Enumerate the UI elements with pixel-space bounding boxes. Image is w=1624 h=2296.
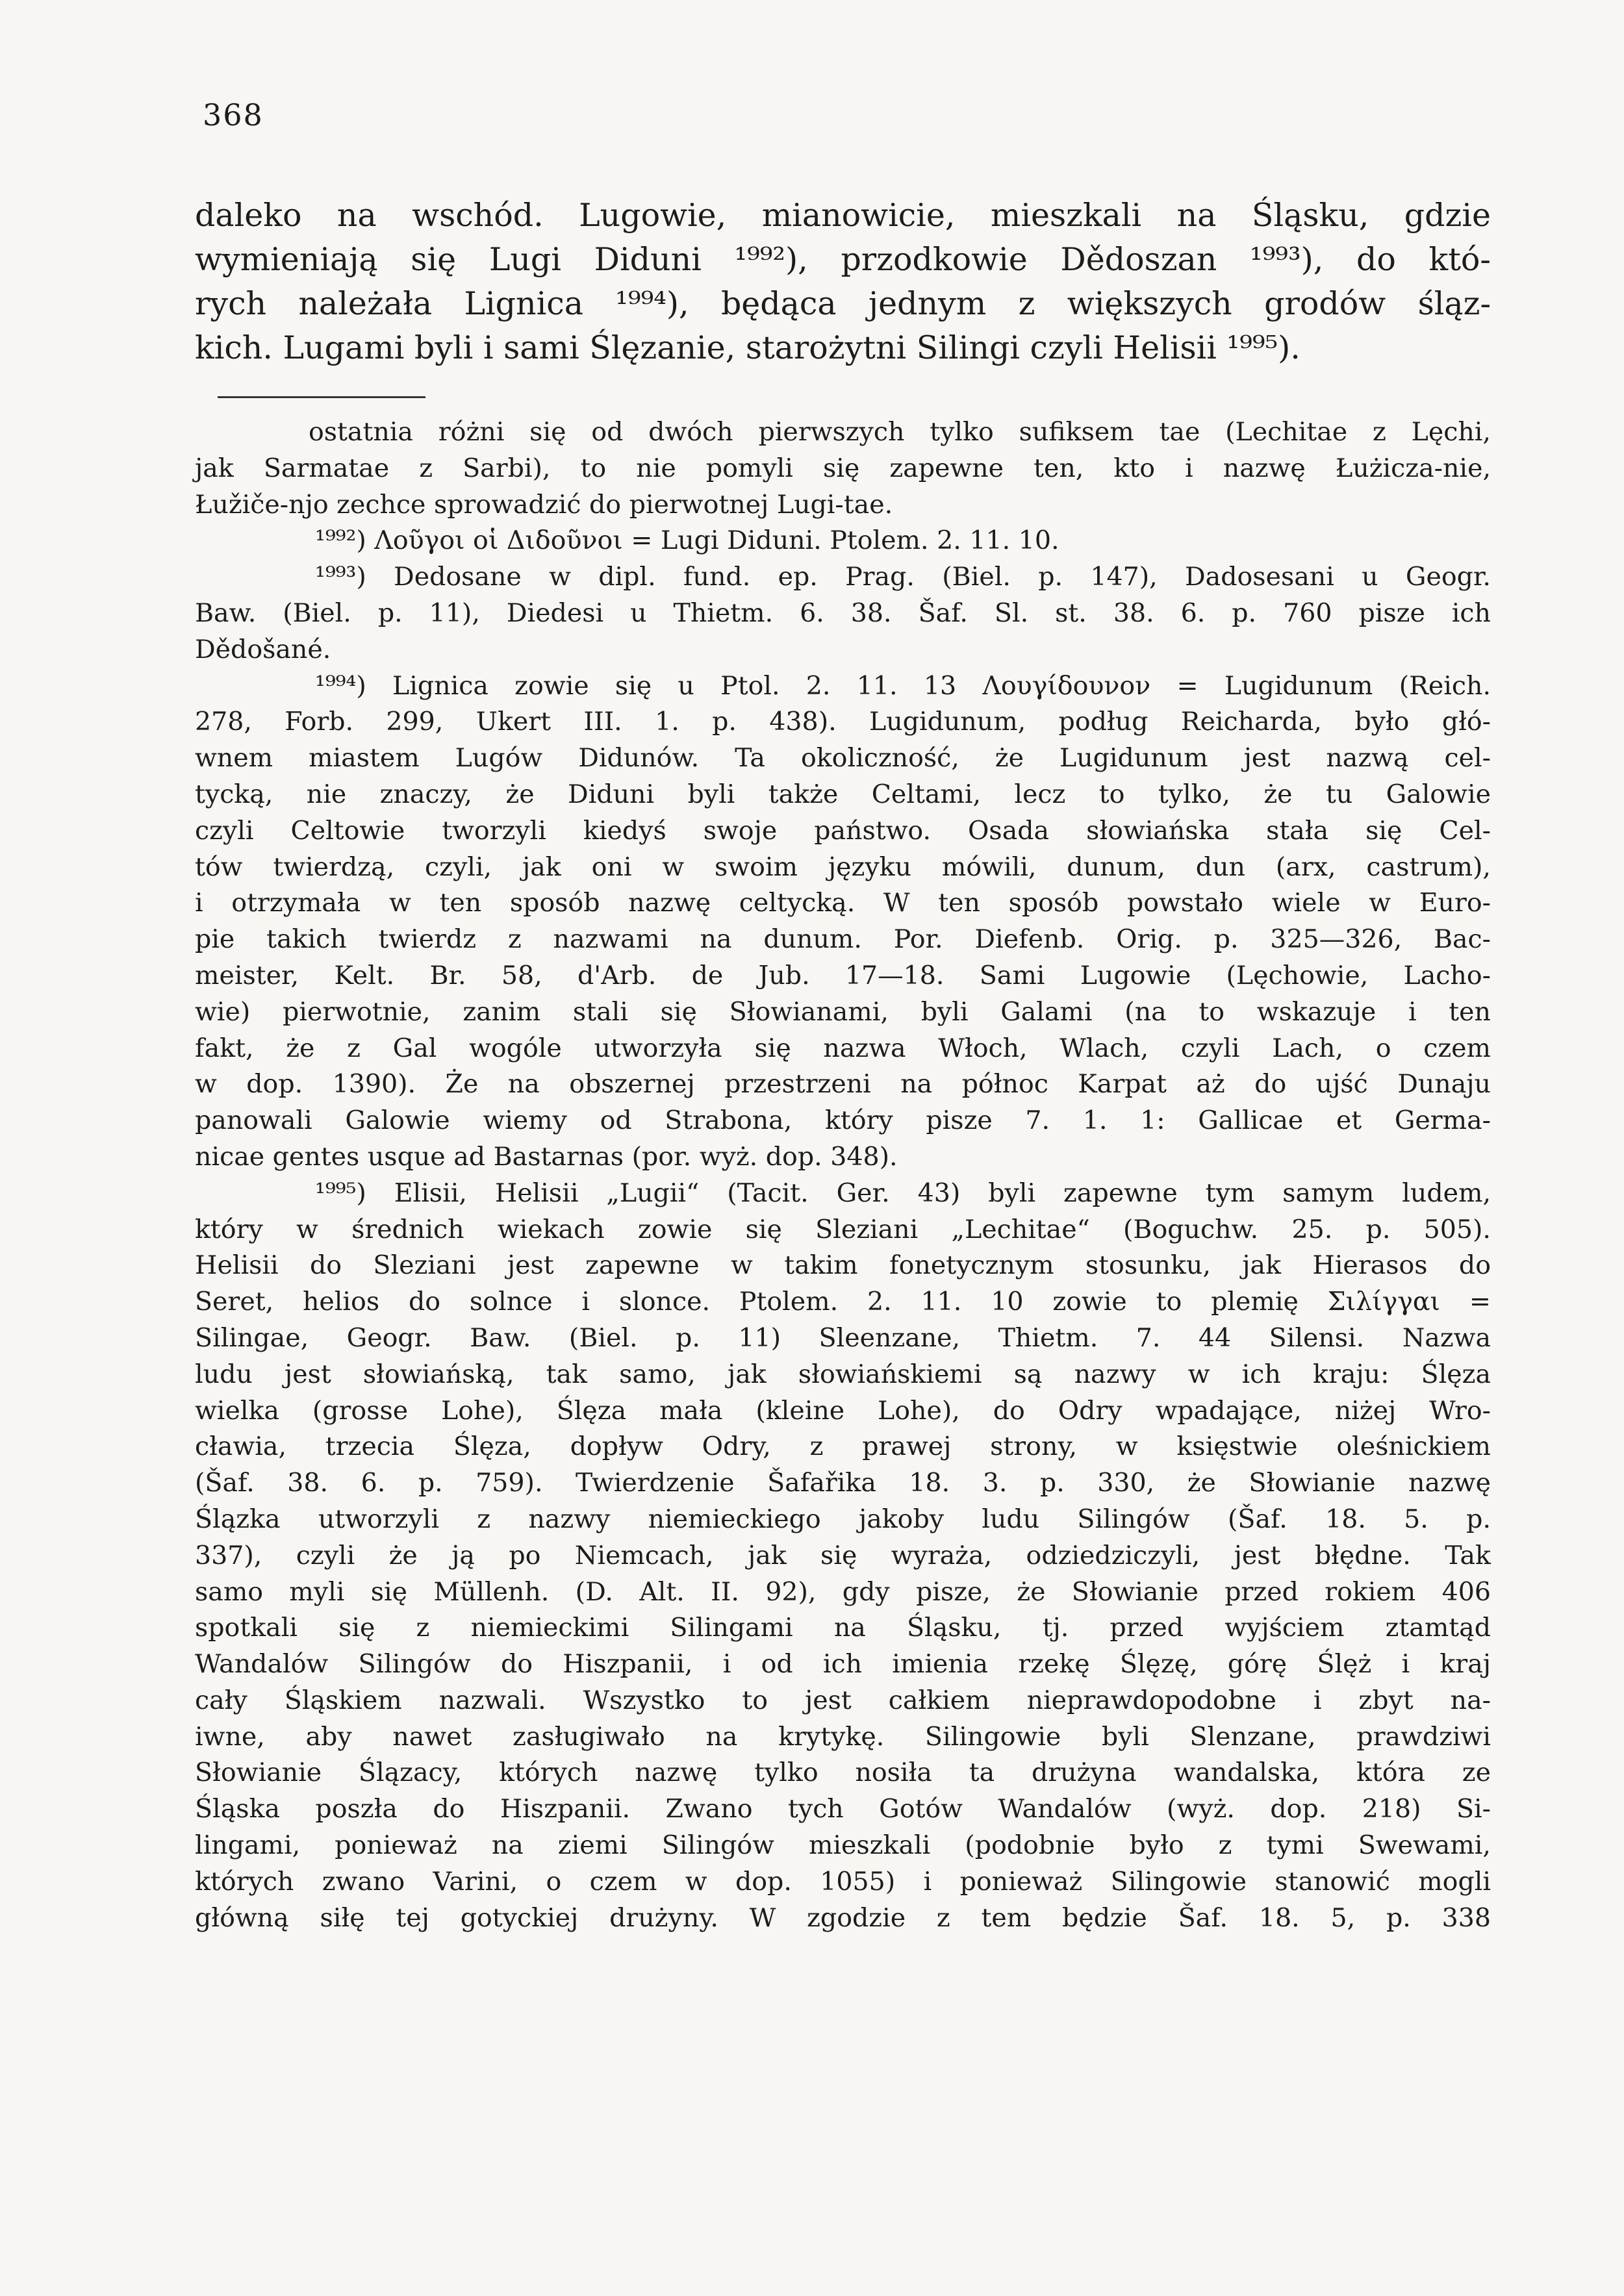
footnote-line: jak Sarmatae z Sarbi), to nie pomyli się zapewne ten, kto i nazwę Łużicza-nie, — [195, 453, 1491, 483]
footnote-line: ¹⁹⁹⁴) Lignica zowie się u Ptol. 2. 11. 13 Λουγίδουνον = Lugidunum (Reich. — [315, 670, 1491, 701]
footnote-line: ludu jest słowiańską, tak samo, jak słowiańskiemi są nazwy w ich kraju: Ślęza — [195, 1359, 1491, 1389]
footnote-line: w dop. 1390). Że na obszernej przestrzeni na północ Karpat aż do ujść Dunaju — [195, 1069, 1491, 1100]
footnote-separator — [218, 396, 425, 398]
main-text-line: kich. Lugami byli i sami Ślęzanie, starożytni Silingi czyli Helisii ¹⁹⁹⁵). — [195, 329, 1300, 366]
footnote-line: 337), czyli że ją po Niemcach, jak się wyraża, odziedziczyli, jest błędne. Tak — [195, 1540, 1491, 1571]
footnote-line: meister, Kelt. Br. 58, d'Arb. de Jub. 17—18. Sami Lugowie (Lęchowie, Lacho- — [195, 960, 1491, 990]
footnote-line: który w średnich wiekach zowie się Sleziani „Lechitae“ (Boguchw. 25. p. 505). — [195, 1214, 1491, 1244]
footnote-line: Dědošané. — [195, 634, 331, 664]
footnote-line: wnem miastem Lugów Didunów. Ta okoliczność, że Lugidunum jest nazwą cel- — [195, 743, 1491, 774]
main-text-line: daleko na wschód. Lugowie, mianowicie, mieszkali na Śląsku, gdzie — [195, 197, 1491, 234]
footnote-line: iwne, aby nawet zasługiwało na krytykę. Silingowie byli Slenzane, prawdziwi — [195, 1721, 1491, 1752]
footnote-line: czyli Celtowie tworzyli kiedyś swoje państwo. Osada słowiańska stała się Cel- — [195, 815, 1491, 846]
main-text-line: rych należała Lignica ¹⁹⁹⁴), będąca jednym z większych grodów śląz- — [195, 285, 1491, 322]
footnote-line: cały Śląskiem nazwali. Wszystko to jest całkiem nieprawdopodobne i zbyt na- — [195, 1685, 1491, 1715]
footnotes — [195, 414, 1491, 1936]
footnote-line: ¹⁹⁹⁵) Elisii, Helisii „Lugii“ (Tacit. Ger. 43) byli zapewne tym samym ludem, — [315, 1178, 1491, 1208]
footnote-line: Wandalów Silingów do Hiszpanii, i od ich imienia rzekę Ślęzę, górę Ślęż i kraj — [195, 1649, 1491, 1680]
footnote-line: samo myli się Müllenh. (D. Alt. II. 92), gdy pisze, że Słowianie przed rokiem 406 — [195, 1576, 1491, 1607]
footnote-line: Słowianie Ślązacy, których nazwę tylko nosiła ta drużyna wandalska, która ze — [195, 1758, 1491, 1788]
footnote-line: główną siłę tej gotyckiej drużyny. W zgodzie z tem będzie Šaf. 18. 5, p. 338 — [195, 1902, 1491, 1933]
footnote-line: Łužiče-njo zechce sprowadzić do pierwotnej Lugi-tae. — [195, 489, 893, 520]
footnote-line: Helisii do Sleziani jest zapewne w takim fonetycznym stosunku, jak Hierasos do — [195, 1250, 1491, 1281]
footnote-line: Seret, helios do solnce i slonce. Ptolem. 2. 11. 10 zowie to plemię Σιλίγγαι = — [195, 1287, 1491, 1317]
footnote-line: panowali Galowie wiemy od Strabona, który pisze 7. 1. 1: Gallicae et Germa- — [195, 1105, 1491, 1136]
footnote-line: Silingae, Geogr. Baw. (Biel. p. 11) Sleenzane, Thietm. 7. 44 Silensi. Nazwa — [195, 1322, 1491, 1353]
footnote-line: cławia, trzecia Ślęza, dopływ Odry, z prawej strony, w księstwie oleśnickiem — [195, 1432, 1491, 1462]
footnote-line: ¹⁹⁹³) Dedosane w dipl. fund. ep. Prag. (Biel. p. 147), Dadosesani u Geogr. — [315, 562, 1491, 592]
main-text — [195, 194, 1491, 370]
footnote-line: tów twierdzą, czyli, jak oni w swoim języku mówili, dunum, dun (arx, castrum), — [195, 852, 1491, 882]
footnote-line: fakt, że z Gal wogóle utworzyła się nazwa Włoch, Wlach, czyli Lach, o czem — [195, 1033, 1491, 1063]
footnote-line: i otrzymała w ten sposób nazwę celtycką. W ten sposób powstało wiele w Euro- — [195, 888, 1491, 918]
footnote-line: wie) pierwotnie, zanim stali się Słowianami, byli Galami (na to wskazuje i ten — [195, 996, 1491, 1027]
footnote-line: pie takich twierdz z nazwami na dunum. Por. Diefenb. Orig. p. 325—326, Bac- — [195, 924, 1491, 955]
footnote-line: lingami, ponieważ na ziemi Silingów mieszkali (podobnie było z tymi Swewami, — [195, 1830, 1491, 1861]
main-text-line: wymieniają się Lugi Diduni ¹⁹⁹²), przodkowie Dědoszan ¹⁹⁹³), do któ- — [195, 241, 1491, 278]
footnote-line: ostatnia różni się od dwóch pierwszych tylko sufiksem tae (Lechitae z Lęchi, — [309, 417, 1491, 447]
footnote-line: tycką, nie znaczy, że Diduni byli także Celtami, lecz to tylko, że tu Galowie — [195, 779, 1491, 809]
footnote-line: ¹⁹⁹²) Λοῦγοι οἱ Διδοῦνοι = Lugi Diduni. Ptolem. 2. 11. 10. — [315, 525, 1059, 556]
footnote-line: których zwano Varini, o czem w dop. 1055) i ponieważ Silingowie stanowić mogli — [195, 1866, 1491, 1897]
footnote-line: Ślązka utworzyli z nazwy niemieckiego jakoby ludu Silingów (Šaf. 18. 5. p. — [195, 1504, 1491, 1534]
footnote-line: Śląska poszła do Hiszpanii. Zwano tych Gotów Wandalów (wyż. dop. 218) Si- — [195, 1794, 1491, 1824]
footnote-line: Baw. (Biel. p. 11), Diedesi u Thietm. 6. 38. Šaf. Sl. st. 38. 6. p. 760 pisze ich — [195, 598, 1491, 628]
footnote-line: (Šaf. 38. 6. p. 759). Twierdzenie Šafařika 18. 3. p. 330, że Słowianie nazwę — [195, 1468, 1491, 1498]
footnote-line: 278, Forb. 299, Ukert III. 1. p. 438). Lugidunum, podług Reicharda, było głó- — [195, 707, 1491, 737]
footnote-line: wielka (grosse Lohe), Ślęza mała (kleine Lohe), do Odry wpadające, niżej Wro- — [195, 1395, 1491, 1426]
footnote-line: spotkali się z niemieckimi Silingami na Śląsku, tj. przed wyjściem ztamtąd — [195, 1613, 1491, 1643]
page-number: 368 — [203, 97, 264, 132]
footnote-line: nicae gentes usque ad Bastarnas (por. wyż. dop. 348). — [195, 1141, 898, 1172]
